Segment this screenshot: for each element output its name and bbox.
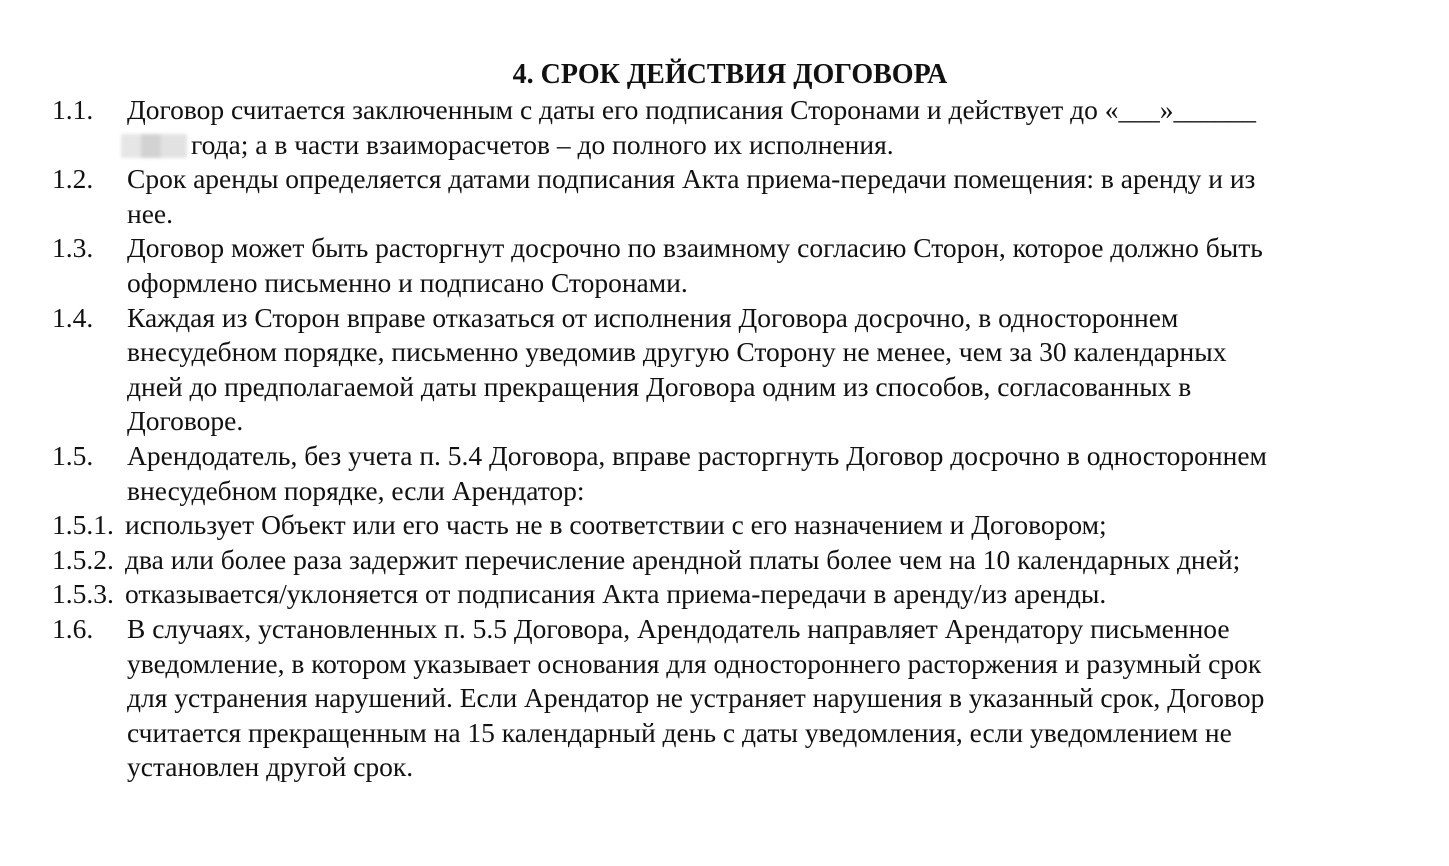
clause-line-text: использует Объект или его часть не в соответствии с его назначением и Договором; <box>125 509 1107 541</box>
clause-number: 1.1. <box>52 94 94 125</box>
clause-line-text: внесудебном порядке, если Арендатор: <box>127 474 585 506</box>
clause-line-text: года; а в части взаиморасчетов – до полного их исполнения. <box>191 128 894 160</box>
clause-line-text: Каждая из Сторон вправе отказаться от исполнения Договора досрочно, в одностороннем <box>127 301 1179 333</box>
clause-item <box>52 439 1432 508</box>
document-body <box>52 93 1432 785</box>
clause-number: 1.5.3. <box>52 578 114 610</box>
clause-text <box>127 162 1432 231</box>
clause-line-text: Договор может быть расторгнут досрочно по взаимному согласию Сторон, которое должно быть <box>127 232 1263 264</box>
clause-text <box>125 508 1432 543</box>
clause-number: 1.3. <box>52 232 94 264</box>
clause-text <box>127 439 1432 508</box>
clause-line <box>127 335 1432 370</box>
clause-line <box>127 612 1432 647</box>
clause-number: 1.6. <box>52 612 94 644</box>
clause-line-text: Договор считается заключенным с даты его подписания Сторонами и действует до «___»______ <box>127 94 1257 125</box>
clause-line-text: нее. <box>127 197 174 229</box>
clause-line-text: установлен другой срок. <box>127 751 414 783</box>
clause-line-text: внесудебном порядке, письменно уведомив другую Сторону не менее, чем за 30 календарных <box>127 336 1227 368</box>
clause-line <box>127 681 1432 716</box>
clause-item <box>52 301 1432 439</box>
clause-line <box>127 474 1432 509</box>
redacted-year <box>121 134 187 158</box>
clause-line <box>127 439 1432 474</box>
clause-text <box>127 301 1432 439</box>
clause-line <box>125 577 1432 612</box>
clause-item <box>52 231 1432 300</box>
clause-line-text: для устранения нарушений. Если Арендатор не устраняет нарушения в указанный срок, Договор <box>127 682 1265 714</box>
clause-item <box>52 612 1432 785</box>
clause-number: 1.4. <box>52 301 94 333</box>
clause-line-text: Срок аренды определяется датами подписания Акта приема-передачи помещения: в аренду и из <box>127 163 1256 195</box>
section-title: 4. СРОК ДЕЙСТВИЯ ДОГОВОРА <box>512 59 948 90</box>
clause-number: 1.5.2. <box>52 543 114 575</box>
clause-item <box>52 508 1432 543</box>
clause-line <box>127 266 1432 301</box>
clause-line-text: оформлено письменно и подписано Сторонами. <box>127 266 688 298</box>
clause-line <box>127 716 1432 751</box>
clause-item <box>52 93 1432 162</box>
clause-line-text: Арендодатель, без учета п. 5.4 Договора, вправе расторгнуть Договор досрочно в одностороннем <box>127 439 1267 471</box>
clause-text <box>127 93 1432 162</box>
clause-text <box>125 577 1432 612</box>
clause-line <box>127 750 1432 785</box>
clause-line-text: В случаях, установленных п. 5.5 Договора, Арендодатель направляет Арендатору письменное <box>127 612 1230 644</box>
clause-line-text: считается прекращенным на 15 календарный день с даты уведомления, если уведомлением не <box>127 716 1232 748</box>
clause-line-text: два или более раза задержит перечисление арендной платы более чем на 10 календарных дней; <box>125 543 1241 575</box>
clause-line <box>125 508 1432 543</box>
clause-number: 1.5.1. <box>52 509 114 541</box>
clause-text <box>127 231 1432 300</box>
clause-text <box>127 612 1432 785</box>
clause-number: 1.5. <box>52 439 94 471</box>
clause-line <box>127 128 1432 163</box>
clause-line <box>127 301 1432 336</box>
clause-item <box>52 577 1432 612</box>
clause-line <box>127 231 1432 266</box>
clause-line <box>127 370 1432 405</box>
clause-item <box>52 162 1432 231</box>
clause-line-text: дней до предполагаемой даты прекращения Договора одним из способов, согласованных в <box>127 370 1192 402</box>
clause-line <box>125 543 1432 578</box>
clause-line <box>127 162 1432 197</box>
clause-text <box>125 543 1432 578</box>
clause-line-text: уведомление, в котором указывает основания для одностороннего расторжения и разумный срок <box>127 647 1262 679</box>
clause-line <box>127 197 1432 232</box>
clause-line <box>127 404 1432 439</box>
clause-item <box>52 543 1432 578</box>
clause-line <box>127 647 1432 682</box>
clause-line-text: Договоре. <box>127 405 244 437</box>
clause-line <box>127 93 1432 128</box>
clause-number: 1.2. <box>52 163 94 195</box>
clause-line-text: отказывается/уклоняется от подписания Акта приема-передачи в аренду/из аренды. <box>125 578 1107 610</box>
